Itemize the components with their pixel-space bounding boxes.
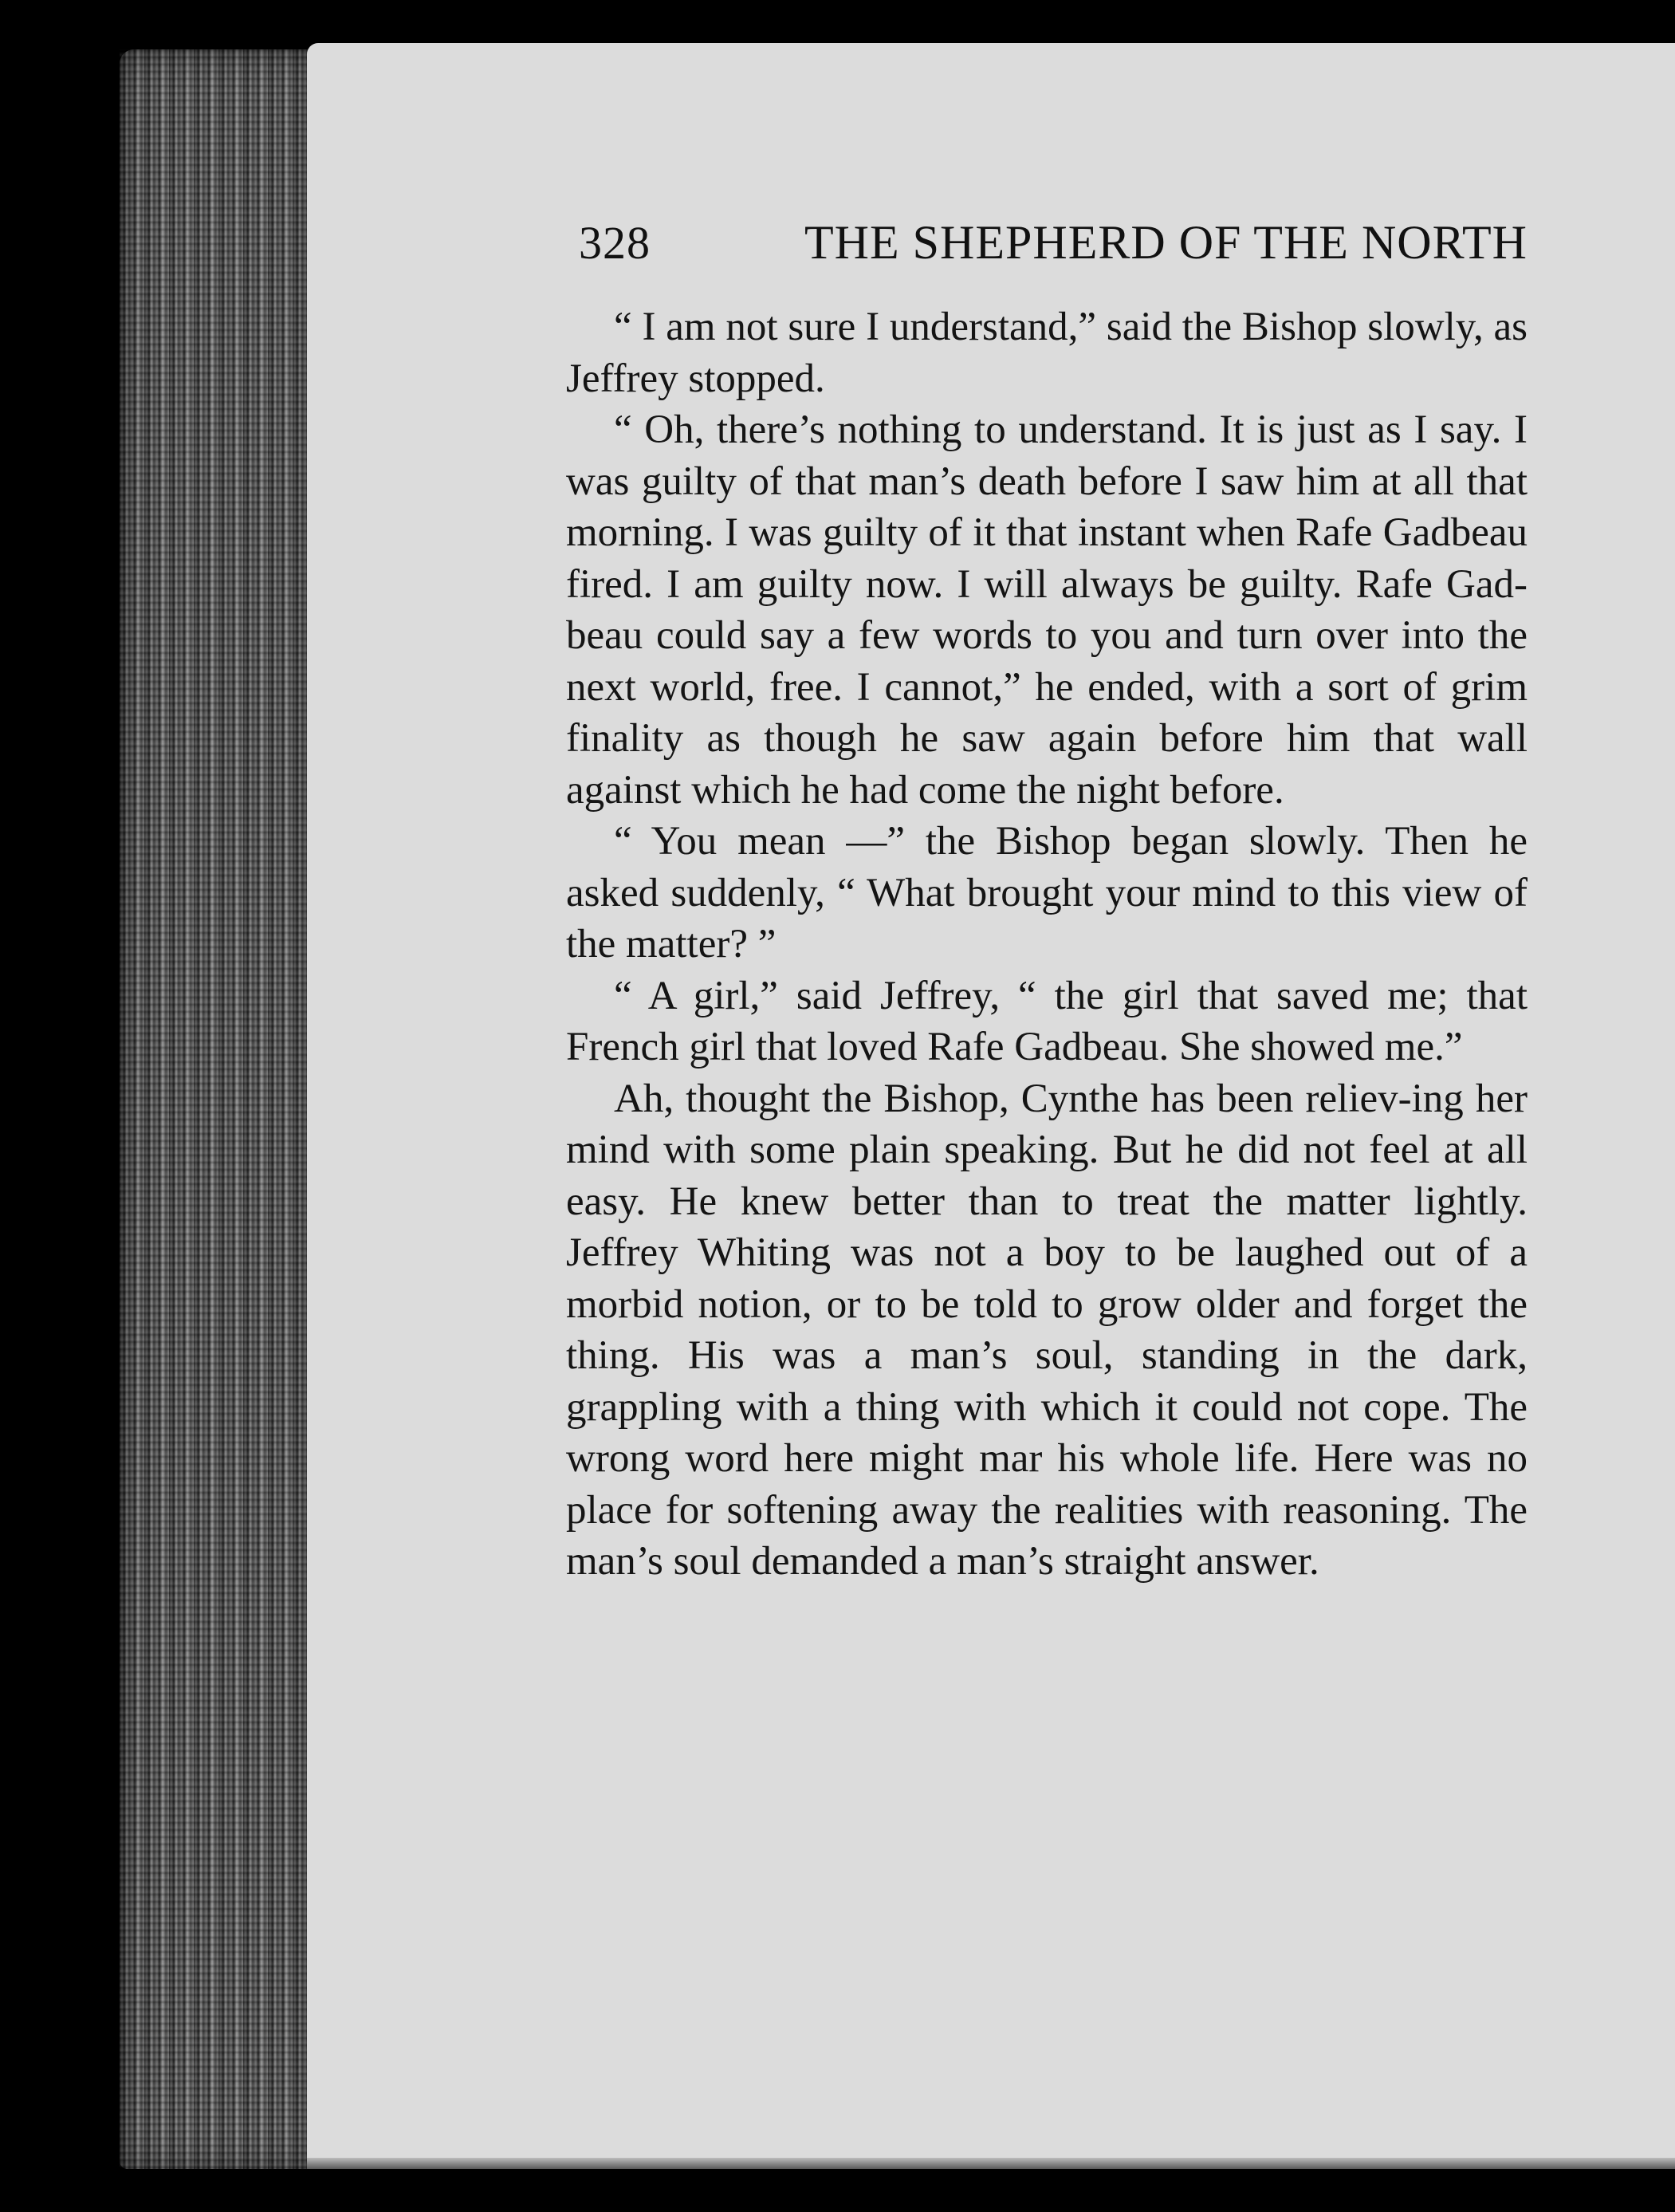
page-header <box>579 215 1528 279</box>
paragraph: “ A girl,” said Jeffrey, “ the girl that saved me; that French girl that loved Rafe Gadbeau. She showed me.” <box>566 973 1528 1069</box>
running-head: THE SHEPHERD OF THE NORTH <box>804 216 1528 269</box>
book-fore-edge <box>120 49 319 2169</box>
page-number: 328 <box>579 217 651 269</box>
paragraph: Ah, thought the Bishop, Cynthe has been reliev-ing her mind with some plain speaking. But he did not feel at all easy. He knew better than to treat the matter lightly. Jeffrey Whiting was not a boy to be laughed out of a morbid notion, or to be told to grow older and forget the thing. His was a man’s soul, standing in the dark, grappling with a thing with which it could not cope. The wrong word here might mar his whole life. Here was no place for softening away the realities with reasoning. The man’s soul demanded a man’s straight answer. <box>566 1076 1528 1584</box>
page-bottom-edge <box>307 2158 1675 2169</box>
paragraph: “ You mean —” the Bishop began slowly. Then he asked suddenly, “ What brought your mind to this view of the matter? ” <box>566 819 1528 966</box>
paragraph: “ I am not sure I understand,” said the Bishop slowly, as Jeffrey stopped. <box>566 305 1528 401</box>
body-text <box>566 301 1528 1588</box>
paragraph: “ Oh, there’s nothing to understand. It is just as I say. I was guilty of that man’s death before I saw him at all that morning. I was guilty of it that instant when Rafe Gadbeau fired. I am guilty now. I will always be guilty. Rafe Gad-beau could say a few words to you and turn over into the next world, free. I cannot,” he ended, with a sort of grim finality as though he saw again before him that wall against which he had come the night before. <box>566 407 1528 813</box>
